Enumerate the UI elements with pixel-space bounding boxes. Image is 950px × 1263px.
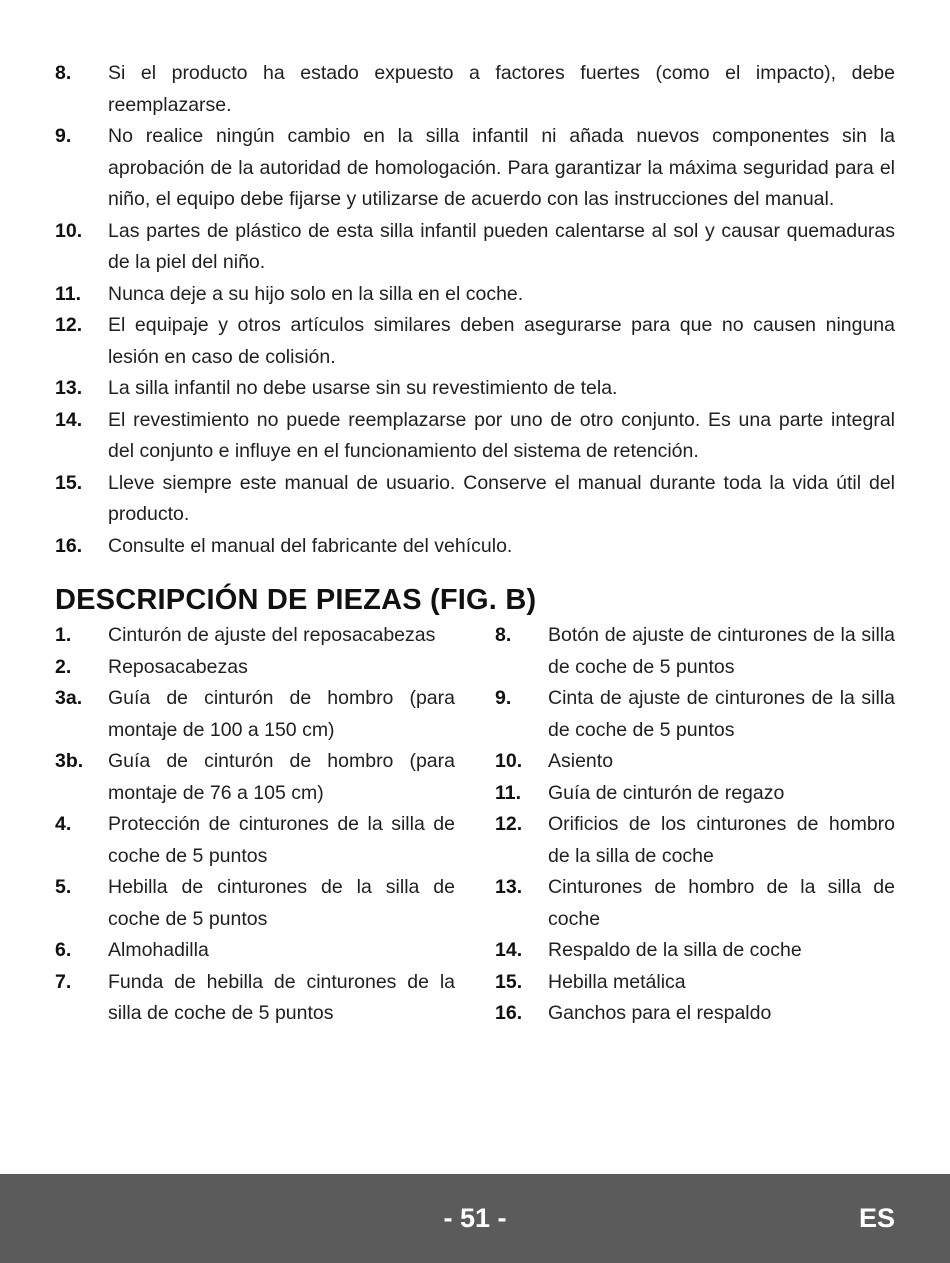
item-text: Si el producto ha estado expuesto a factores fuertes (como el impacto), debe reemplazarse. [108, 62, 895, 116]
parts-heading: DESCRIPCIÓN DE PIEZAS (FIG. B) [55, 584, 537, 616]
list-item [495, 935, 895, 967]
item-number: 11. [495, 781, 522, 804]
list-item [55, 620, 455, 652]
item-number: 8. [495, 624, 512, 646]
list-item [55, 279, 895, 311]
item-number: 14. [495, 939, 523, 961]
list-item [495, 998, 895, 1030]
item-text: Cinturones de hombro de la silla de coche [548, 876, 895, 930]
list-item [495, 872, 895, 935]
list-item [55, 967, 455, 1030]
item-number: 3b. [55, 750, 84, 772]
item-text: Cinturón de ajuste del reposacabezas [108, 624, 436, 646]
item-number: 14. [55, 408, 83, 431]
item-text: Hebilla de cinturones de la silla de coche de 5 puntos [108, 876, 455, 930]
item-number: 12. [495, 813, 523, 835]
item-number: 12. [55, 314, 83, 336]
list-item [55, 310, 895, 373]
item-number: 11. [55, 282, 82, 305]
page-number: - 51 - [443, 1203, 507, 1233]
list-item [55, 809, 455, 872]
item-text: Guía de cinturón de regazo [548, 781, 785, 804]
item-text: No realice ningún cambio en la silla infantil ni añada nuevos componentes sin la aprobación de la autoridad de homologación. Para garantizar la máxima seguridad para el niño, el equipo debe fijarse y utilizarse de acuerdo con las instrucciones del manual. [108, 125, 895, 210]
item-number: 6. [55, 939, 72, 961]
list-item [55, 746, 455, 809]
item-number: 8. [55, 62, 72, 84]
list-item [55, 531, 895, 563]
list-item [55, 58, 895, 121]
item-number: 5. [55, 876, 72, 898]
list-item [495, 967, 895, 999]
item-number: 15. [55, 471, 83, 494]
item-text: Almohadilla [108, 939, 209, 961]
list-item [55, 872, 455, 935]
item-number: 16. [495, 1002, 523, 1024]
list-item [55, 121, 895, 216]
list-item [495, 809, 895, 872]
item-text: Cinta de ajuste de cinturones de la silla de coche de 5 puntos [548, 687, 895, 741]
list-item [495, 778, 895, 810]
item-number: 7. [55, 970, 72, 993]
item-text: Asiento [548, 750, 614, 772]
list-item [55, 683, 455, 746]
item-text: Las partes de plástico de esta silla infantil pueden calentarse al sol y causar quemaduras de la piel del niño. [108, 219, 895, 273]
safety-list [55, 58, 895, 562]
list-item [55, 405, 895, 468]
item-text: El revestimiento no puede reemplazarse por uno de otro conjunto. Es una parte integral del conjunto e influye en el funcionamiento del sistema de retención. [108, 408, 895, 462]
item-text: Guía de cinturón de hombro (para montaje de 76 a 105 cm) [108, 750, 455, 804]
list-item [495, 746, 895, 778]
item-number: 4. [55, 813, 72, 835]
item-text: Consulte el manual del fabricante del vehículo. [108, 534, 513, 557]
item-number: 15. [495, 970, 523, 993]
item-number: 1. [55, 624, 72, 646]
list-item [55, 216, 895, 279]
item-number: 13. [55, 377, 83, 399]
item-text: Ganchos para el respaldo [548, 1002, 772, 1024]
list-item [55, 935, 455, 967]
item-text: Guía de cinturón de hombro (para montaje de 100 a 150 cm) [108, 687, 455, 741]
item-number: 3a. [55, 687, 83, 709]
item-text: Respaldo de la silla de coche [548, 939, 802, 961]
page-content [55, 58, 895, 1030]
list-item [55, 468, 895, 531]
list-item [55, 652, 455, 684]
item-number: 16. [55, 534, 83, 557]
item-text: Reposacabezas [108, 655, 248, 678]
list-item [495, 620, 895, 683]
language-code: ES [858, 1203, 895, 1233]
item-text: Hebilla metálica [548, 970, 686, 993]
item-text: Orificios de los cinturones de hombro de la silla de coche [548, 813, 895, 867]
item-number: 9. [55, 125, 72, 147]
item-number: 10. [495, 750, 523, 772]
item-text: Botón de ajuste de cinturones de la silla de coche de 5 puntos [548, 624, 895, 678]
item-number: 10. [55, 219, 83, 242]
item-number: 2. [55, 655, 72, 678]
item-number: 9. [495, 687, 512, 709]
item-text: Nunca deje a su hijo solo en la silla en el coche. [108, 282, 524, 305]
parts-right-column [495, 620, 895, 1030]
item-text: La silla infantil no debe usarse sin su revestimiento de tela. [108, 377, 618, 399]
item-text: El equipaje y otros artículos similares deben asegurarse para que no causen ninguna lesión en caso de colisión. [108, 314, 895, 368]
parts-columns [55, 620, 895, 1030]
page-footer [0, 1174, 950, 1263]
item-text: Lleve siempre este manual de usuario. Conserve el manual durante toda la vida útil del producto. [108, 471, 895, 525]
list-item [55, 373, 895, 405]
item-text: Funda de hebilla de cinturones de la silla de coche de 5 puntos [108, 970, 455, 1024]
list-item [495, 683, 895, 746]
item-text: Protección de cinturones de la silla de coche de 5 puntos [108, 813, 455, 867]
item-number: 13. [495, 876, 523, 898]
parts-left-column [55, 620, 455, 1030]
